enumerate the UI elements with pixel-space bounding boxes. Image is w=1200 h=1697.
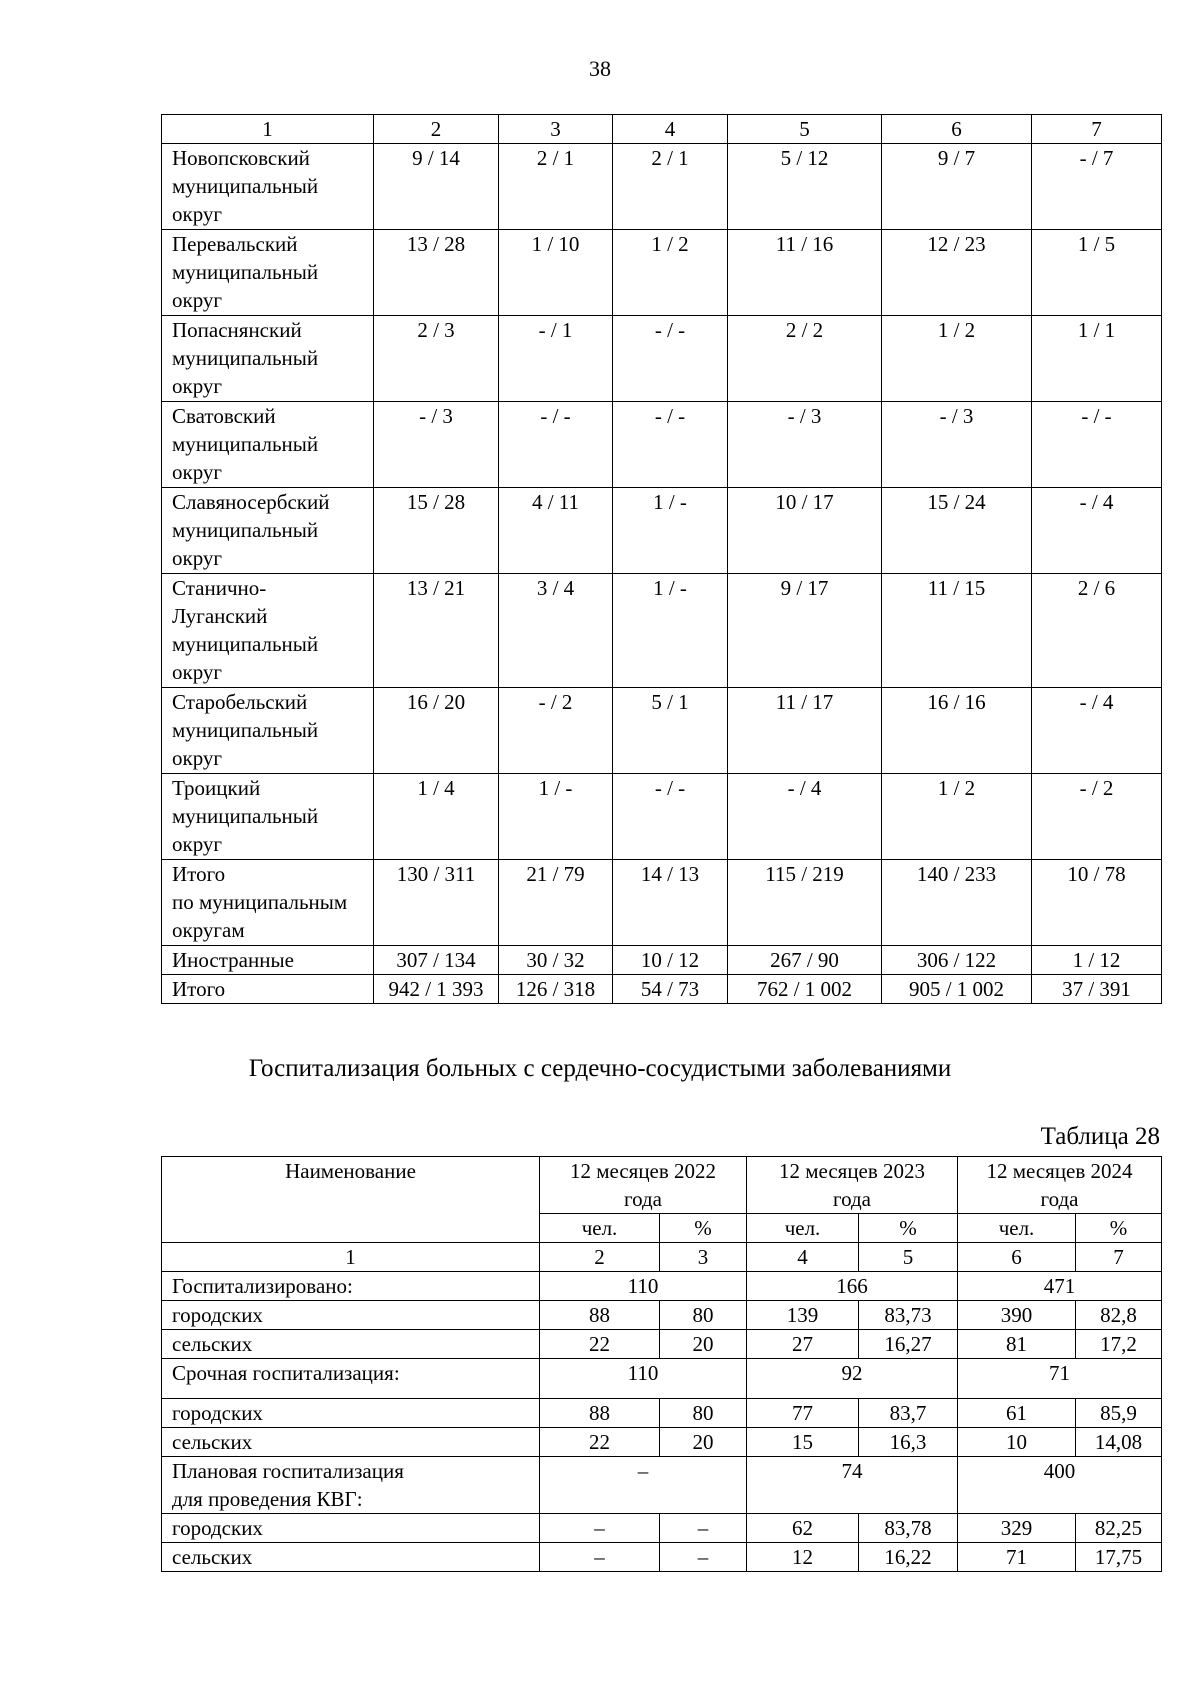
column-number-cell: 6 [882, 115, 1032, 144]
row-name-cell [162, 1457, 540, 1514]
district-name-cell-line: Станично- [172, 576, 267, 600]
table-row [162, 946, 1162, 975]
table-row [162, 975, 1162, 1004]
value-cell: - / 4 [728, 774, 882, 860]
district-name-cell-line: округ [172, 746, 223, 770]
value-cell: 2 / 6 [1032, 574, 1162, 688]
column-number-cell: 7 [1076, 1243, 1162, 1272]
detail-row [162, 1301, 1162, 1330]
value-cell: 1 / - [613, 488, 728, 574]
table-row [162, 574, 1162, 688]
column-number-cell: 7 [1032, 115, 1162, 144]
value-cell: 27 [747, 1330, 859, 1359]
value-cell: 20 [660, 1330, 747, 1359]
value-cell: 17,75 [1076, 1543, 1162, 1572]
column-number-cell: 4 [613, 115, 728, 144]
group-total-cell: 166 [747, 1272, 958, 1301]
detail-row [162, 1514, 1162, 1543]
district-name-cell [162, 774, 374, 860]
value-cell: 82,8 [1076, 1301, 1162, 1330]
table-row [162, 402, 1162, 488]
column-number-cell: 2 [374, 115, 499, 144]
value-cell: 83,7 [859, 1399, 958, 1428]
column-number-cell: 3 [499, 115, 613, 144]
value-cell: 62 [747, 1514, 859, 1543]
period-header-cell [540, 1157, 747, 1214]
value-cell: 80 [660, 1399, 747, 1428]
unit-people-cell: чел. [958, 1214, 1076, 1243]
value-cell: 77 [747, 1399, 859, 1428]
group-total-cell: 400 [958, 1457, 1162, 1514]
district-name-cell-line: муниципальный [172, 804, 319, 828]
value-cell: 1 / - [613, 574, 728, 688]
table-row [162, 774, 1162, 860]
row-name-cell: сельских [162, 1330, 540, 1359]
period-header-cell [958, 1157, 1162, 1214]
value-cell: 1 / 4 [374, 774, 499, 860]
value-cell: 329 [958, 1514, 1076, 1543]
value-cell: 4 / 11 [499, 488, 613, 574]
district-name-cell-line: Попаснянский [172, 318, 302, 342]
value-cell: 130 / 311 [374, 860, 499, 946]
row-name-cell: городских [162, 1514, 540, 1543]
value-cell: - / - [613, 774, 728, 860]
value-cell: 83,73 [859, 1301, 958, 1330]
district-name-cell [162, 946, 374, 975]
value-cell: 83,78 [859, 1514, 958, 1543]
district-name-cell [162, 574, 374, 688]
unit-percent-cell: % [660, 1214, 747, 1243]
table-row [162, 688, 1162, 774]
table-row [162, 860, 1162, 946]
value-cell: 126 / 318 [499, 975, 613, 1004]
value-cell: 88 [540, 1301, 660, 1330]
district-name-cell-line: по муниципальным [172, 890, 348, 914]
value-cell: 71 [958, 1543, 1076, 1572]
value-cell: - / 3 [728, 402, 882, 488]
value-cell: 762 / 1 002 [728, 975, 882, 1004]
district-name-cell-line: округам [172, 918, 245, 942]
row-name-cell: сельских [162, 1543, 540, 1572]
value-cell: 10 / 17 [728, 488, 882, 574]
value-cell: - / 4 [1032, 488, 1162, 574]
value-cell: 390 [958, 1301, 1076, 1330]
value-cell: 3 / 4 [499, 574, 613, 688]
value-cell: 5 / 12 [728, 144, 882, 230]
row-name-cell [162, 1359, 540, 1399]
column-number-cell: 1 [162, 1243, 540, 1272]
district-name-cell [162, 488, 374, 574]
table-label: Таблица 28 [1040, 1123, 1160, 1150]
value-cell: - / 3 [882, 402, 1032, 488]
value-cell: 14,08 [1076, 1428, 1162, 1457]
district-name-cell [162, 144, 374, 230]
district-name-cell [162, 975, 374, 1004]
table-row [162, 230, 1162, 316]
row-name-cell-line: Плановая госпитализация [172, 1459, 404, 1483]
value-cell: 11 / 17 [728, 688, 882, 774]
table-header-row [162, 1157, 1162, 1214]
period-header-cell-line: 12 месяцев 2023 [778, 1159, 926, 1183]
district-name-cell-line: округ [172, 374, 223, 398]
group-total-cell: 71 [958, 1359, 1162, 1399]
hospitalization-table [161, 1156, 1162, 1572]
value-cell: 2 / 2 [728, 316, 882, 402]
value-cell: - / 4 [1032, 688, 1162, 774]
value-cell: – [540, 1514, 660, 1543]
value-cell: 22 [540, 1428, 660, 1457]
value-cell: 37 / 391 [1032, 975, 1162, 1004]
value-cell: 54 / 73 [613, 975, 728, 1004]
group-total-cell: 74 [747, 1457, 958, 1514]
value-cell: 13 / 28 [374, 230, 499, 316]
value-cell: 15 [747, 1428, 859, 1457]
row-name-cell: городских [162, 1301, 540, 1330]
value-cell: 1 / 10 [499, 230, 613, 316]
district-name-cell-line: Сватовский [172, 404, 276, 428]
value-cell: 139 [747, 1301, 859, 1330]
period-header-cell-line: 12 месяцев 2022 [569, 1159, 717, 1183]
district-name-cell-line: округ [172, 546, 223, 570]
district-name-cell-line: муниципальный [172, 718, 319, 742]
value-cell: 17,2 [1076, 1330, 1162, 1359]
value-cell: – [540, 1543, 660, 1572]
district-data-table [161, 114, 1162, 1004]
value-cell: 10 [958, 1428, 1076, 1457]
value-cell: 140 / 233 [882, 860, 1032, 946]
value-cell: 9 / 17 [728, 574, 882, 688]
value-cell: 9 / 14 [374, 144, 499, 230]
value-cell: 16,22 [859, 1543, 958, 1572]
value-cell: 80 [660, 1301, 747, 1330]
district-name-cell-line: Старобельский [172, 690, 308, 714]
value-cell: 1 / 2 [882, 316, 1032, 402]
district-name-cell-line: муниципальный [172, 518, 319, 542]
district-name-cell [162, 316, 374, 402]
value-cell: - / 1 [499, 316, 613, 402]
row-name-cell-line: Срочная госпитализация: [172, 1361, 400, 1385]
value-cell: 81 [958, 1330, 1076, 1359]
unit-people-cell: чел. [540, 1214, 660, 1243]
value-cell: 13 / 21 [374, 574, 499, 688]
period-header-cell-line: года [833, 1187, 871, 1211]
district-name-cell [162, 402, 374, 488]
detail-row [162, 1330, 1162, 1359]
value-cell: 21 / 79 [499, 860, 613, 946]
value-cell: 14 / 13 [613, 860, 728, 946]
row-name-cell-line: Госпитализировано: [172, 1274, 353, 1298]
value-cell: 9 / 7 [882, 144, 1032, 230]
value-cell: – [660, 1543, 747, 1572]
value-cell: 2 / 1 [499, 144, 613, 230]
district-name-cell-line: округ [172, 660, 223, 684]
district-name-cell [162, 688, 374, 774]
district-name-cell-line: Перевальский [172, 232, 298, 256]
district-name-cell [162, 230, 374, 316]
district-name-cell-line: Новопсковский [172, 146, 310, 170]
value-cell: 85,9 [1076, 1399, 1162, 1428]
group-row [162, 1457, 1162, 1514]
value-cell: 1 / 2 [613, 230, 728, 316]
value-cell: 12 [747, 1543, 859, 1572]
value-cell: 115 / 219 [728, 860, 882, 946]
value-cell: - / 2 [1032, 774, 1162, 860]
value-cell: 942 / 1 393 [374, 975, 499, 1004]
value-cell: 1 / - [499, 774, 613, 860]
value-cell: 15 / 24 [882, 488, 1032, 574]
district-name-cell-line: Итого [172, 862, 226, 886]
district-name-cell-line: Славяносербский [172, 490, 330, 514]
value-cell: 15 / 28 [374, 488, 499, 574]
value-cell: 20 [660, 1428, 747, 1457]
column-number-cell: 3 [660, 1243, 747, 1272]
detail-row [162, 1543, 1162, 1572]
value-cell: 2 / 3 [374, 316, 499, 402]
value-cell: 16,3 [859, 1428, 958, 1457]
value-cell: 5 / 1 [613, 688, 728, 774]
page-number: 38 [589, 56, 611, 81]
row-name-cell: городских [162, 1399, 540, 1428]
value-cell: - / - [499, 402, 613, 488]
district-name-cell-line: округ [172, 288, 223, 312]
value-cell: - / 2 [499, 688, 613, 774]
group-total-cell: – [540, 1457, 747, 1514]
column-numbers-row [162, 1243, 1162, 1272]
detail-row [162, 1399, 1162, 1428]
row-name-cell-line: для проведения КВГ: [172, 1487, 363, 1511]
district-name-cell-line: Луганский [172, 604, 268, 628]
table-row [162, 488, 1162, 574]
value-cell: 12 / 23 [882, 230, 1032, 316]
district-name-cell-line: муниципальный [172, 346, 319, 370]
value-cell: - / - [613, 402, 728, 488]
group-total-cell: 110 [540, 1272, 747, 1301]
group-total-cell: 92 [747, 1359, 958, 1399]
value-cell: 1 / 12 [1032, 946, 1162, 975]
value-cell: - / 3 [374, 402, 499, 488]
column-number-cell: 6 [958, 1243, 1076, 1272]
value-cell: 267 / 90 [728, 946, 882, 975]
value-cell: 1 / 2 [882, 774, 1032, 860]
value-cell: - / 7 [1032, 144, 1162, 230]
table-row [162, 316, 1162, 402]
column-number-cell: 2 [540, 1243, 660, 1272]
period-header-cell-line: года [1040, 1187, 1079, 1211]
value-cell: 1 / 1 [1032, 316, 1162, 402]
value-cell: - / - [613, 316, 728, 402]
name-header-cell: Наименование [162, 1157, 540, 1243]
value-cell: 16 / 20 [374, 688, 499, 774]
period-header-cell-line: года [624, 1187, 662, 1211]
district-name-cell-line: муниципальный [172, 174, 319, 198]
column-number-cell: 5 [728, 115, 882, 144]
district-name-cell-line: округ [172, 202, 223, 226]
value-cell: 22 [540, 1330, 660, 1359]
value-cell: 1 / 5 [1032, 230, 1162, 316]
district-name-cell-line: муниципальный [172, 632, 319, 656]
value-cell: 88 [540, 1399, 660, 1428]
group-total-cell: 110 [540, 1359, 747, 1399]
value-cell: 306 / 122 [882, 946, 1032, 975]
unit-percent-cell: % [859, 1214, 958, 1243]
value-cell: 16 / 16 [882, 688, 1032, 774]
district-name-cell [162, 860, 374, 946]
group-row [162, 1359, 1162, 1399]
detail-row [162, 1428, 1162, 1457]
value-cell: 10 / 12 [613, 946, 728, 975]
value-cell: 11 / 15 [882, 574, 1032, 688]
column-number-cell: 5 [859, 1243, 958, 1272]
section-title: Госпитализация больных с сердечно-сосудистыми заболеваниями [248, 1055, 952, 1082]
value-cell: 307 / 134 [374, 946, 499, 975]
group-total-cell: 471 [958, 1272, 1162, 1301]
district-name-cell-line: Иностранные [172, 948, 294, 972]
value-cell: 2 / 1 [613, 144, 728, 230]
unit-people-cell: чел. [747, 1214, 859, 1243]
district-name-cell-line: муниципальный [172, 432, 319, 456]
district-name-cell-line: Троицкий [172, 776, 261, 800]
table-row [162, 144, 1162, 230]
district-name-cell-line: муниципальный [172, 260, 319, 284]
value-cell: 11 / 16 [728, 230, 882, 316]
group-row [162, 1272, 1162, 1301]
value-cell: 905 / 1 002 [882, 975, 1032, 1004]
row-name-cell [162, 1272, 540, 1301]
period-header-cell [747, 1157, 958, 1214]
row-name-cell: сельских [162, 1428, 540, 1457]
value-cell: 16,27 [859, 1330, 958, 1359]
value-cell: – [660, 1514, 747, 1543]
value-cell: 61 [958, 1399, 1076, 1428]
column-number-cell: 1 [162, 115, 374, 144]
value-cell: 82,25 [1076, 1514, 1162, 1543]
district-name-cell-line: округ [172, 460, 223, 484]
period-header-cell-line: 12 месяцев 2024 [986, 1159, 1133, 1183]
unit-percent-cell: % [1076, 1214, 1162, 1243]
district-name-cell-line: округ [172, 832, 223, 856]
table-header-row [162, 115, 1162, 144]
column-number-cell: 4 [747, 1243, 859, 1272]
value-cell: 30 / 32 [499, 946, 613, 975]
district-name-cell-line: Итого [172, 977, 226, 1001]
value-cell: 10 / 78 [1032, 860, 1162, 946]
value-cell: - / - [1032, 402, 1162, 488]
